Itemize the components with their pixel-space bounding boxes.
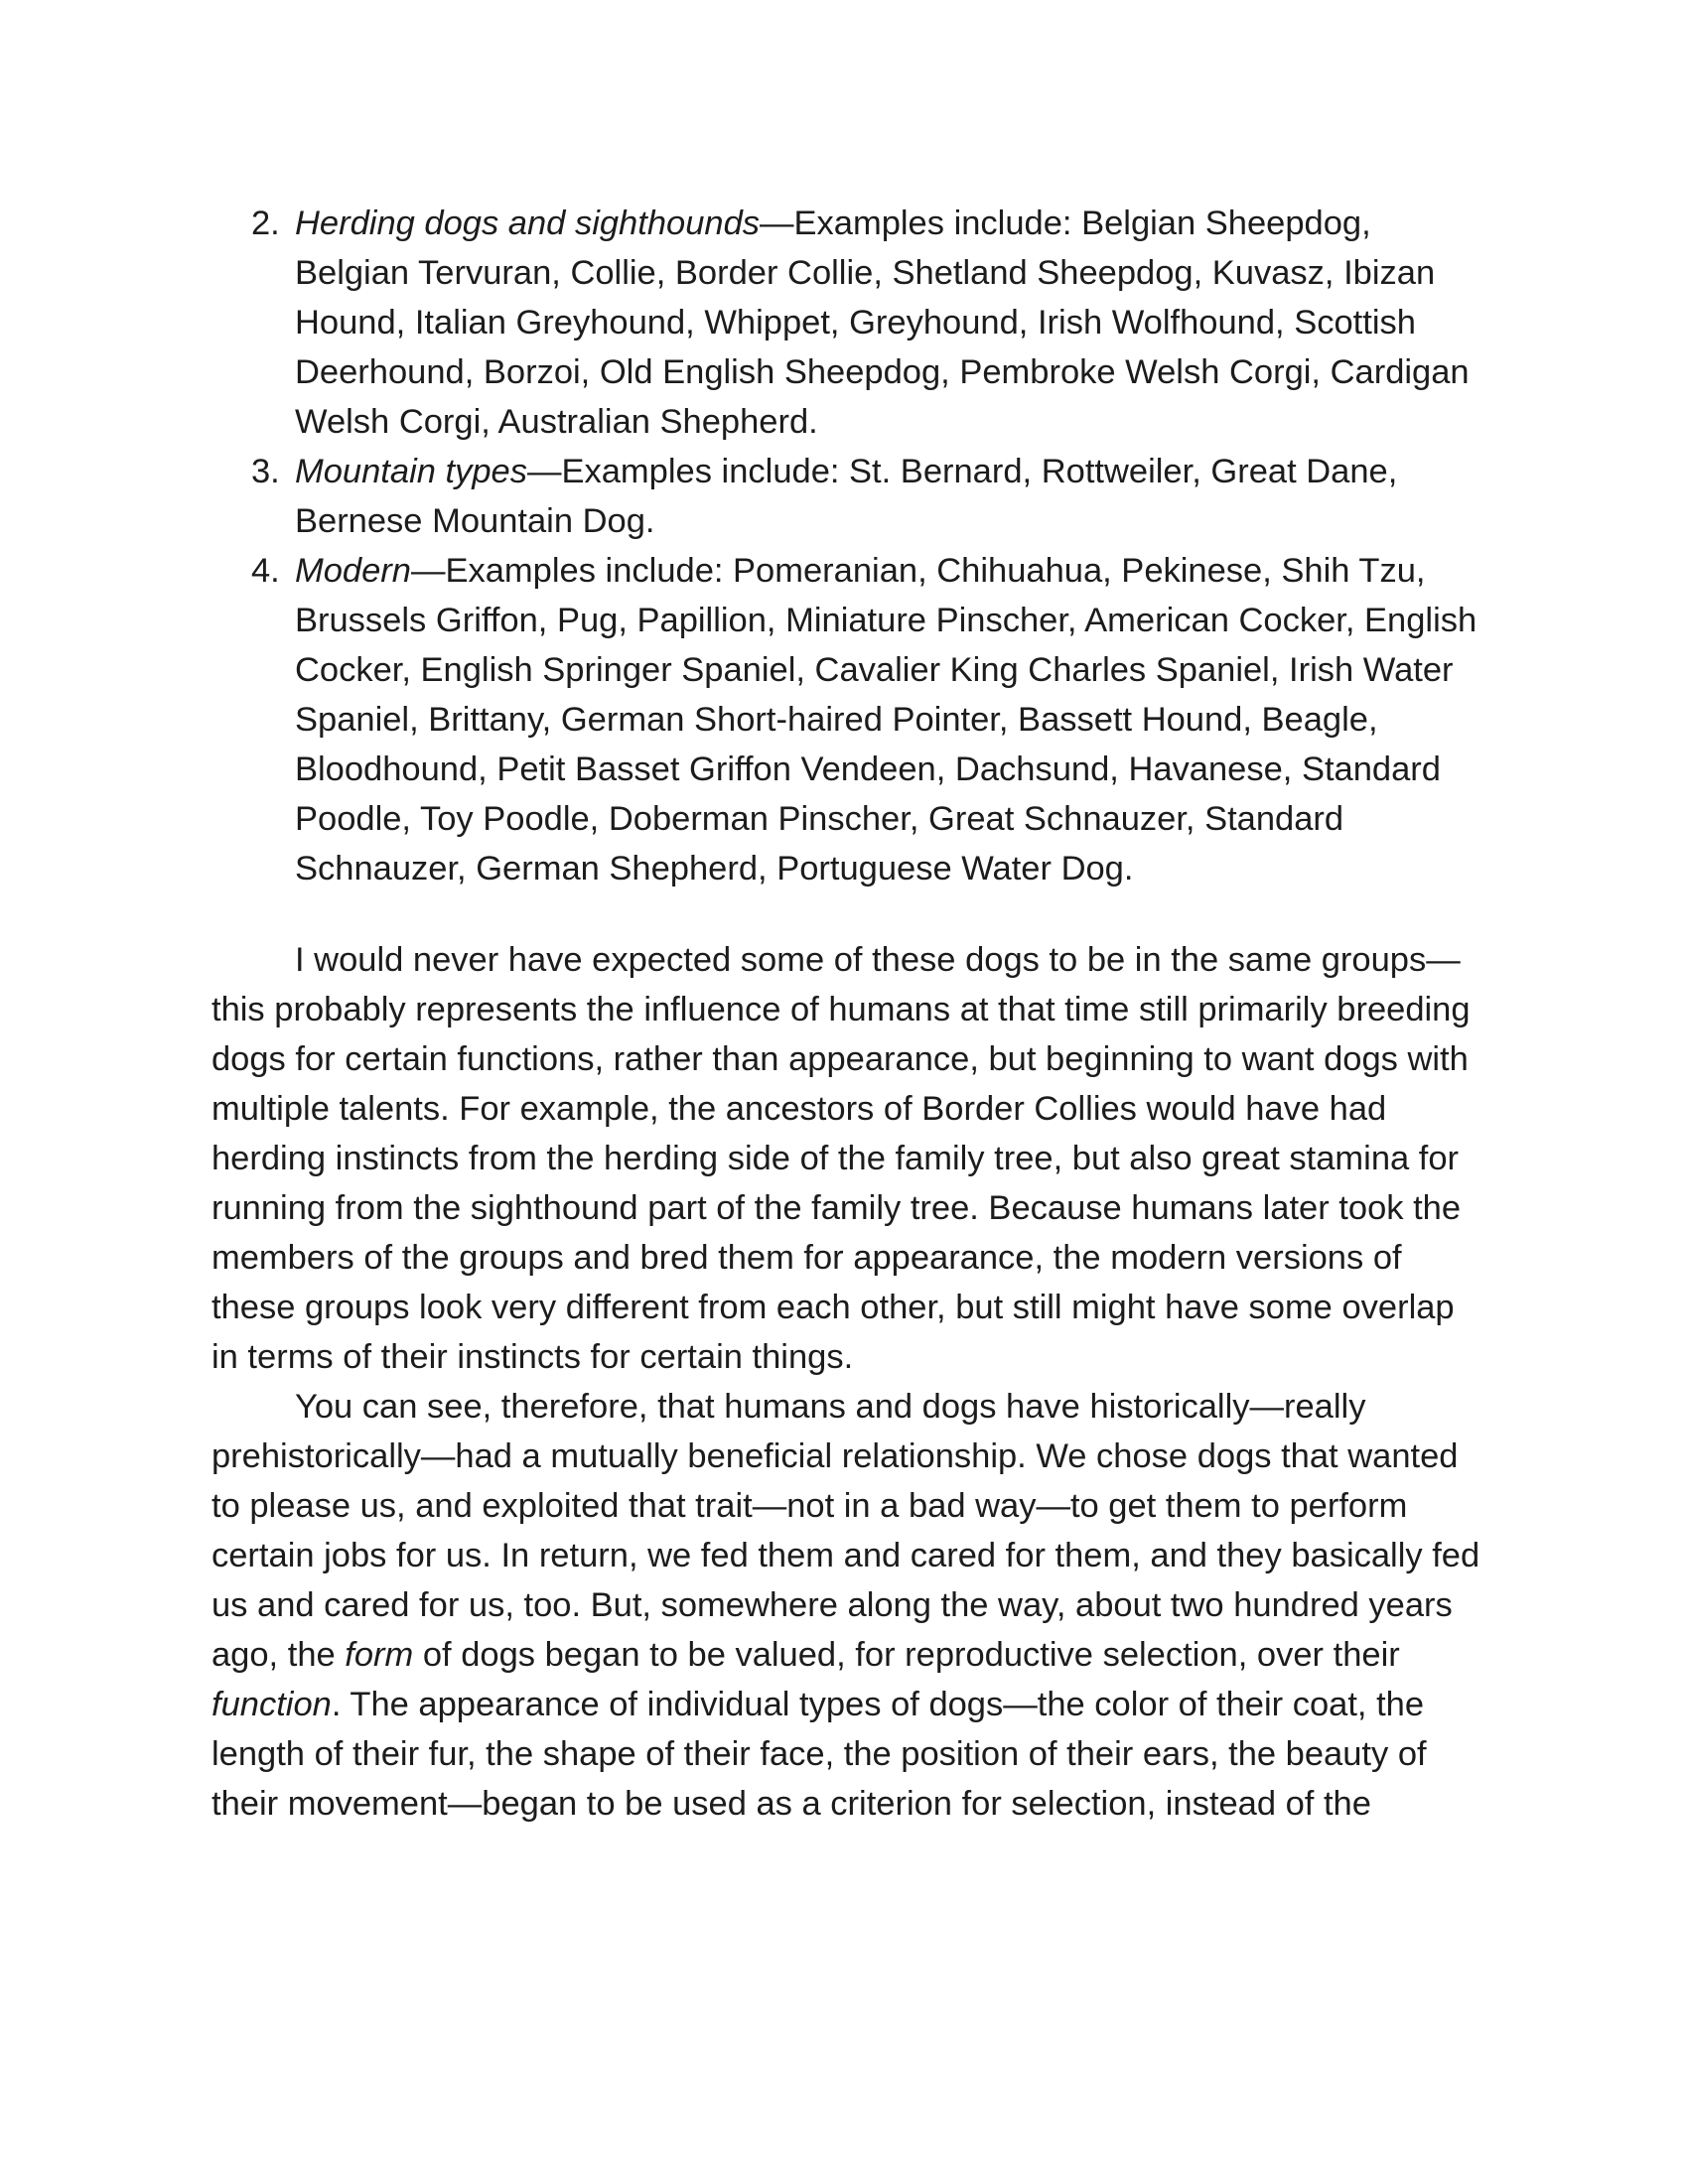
list-item-number: 3. xyxy=(251,453,280,490)
paragraph-text: You can see, therefore, that humans and dogs have historically—really prehistorically—had a mutually beneficial relationship. We chose dogs that wanted to please us, and exploited that trait—not in a bad way—to get them to perform certain jobs for us. In return, we fed them and cared for them, and they basically fed us and cared for us, too. But, somewhere along the way, about two hundred years ago, the xyxy=(211,1388,1480,1674)
document-page xyxy=(211,199,1482,1829)
list-item-number: 2. xyxy=(251,205,280,242)
emphasis-function: function xyxy=(211,1686,332,1723)
paragraph-text: of dogs began to be valued, for reproductive selection, over their xyxy=(413,1636,1400,1674)
emphasis-form: form xyxy=(345,1636,414,1674)
list-item-term: Modern xyxy=(295,552,411,590)
list-item xyxy=(211,447,1482,546)
dog-groups-list xyxy=(211,199,1482,893)
list-item xyxy=(211,199,1482,447)
list-item-term: Herding dogs and sighthounds xyxy=(295,205,761,242)
list-item-number: 4. xyxy=(251,552,280,590)
paragraph-text: . The appearance of individual types of dogs—the color of their coat, the length of their fur, the shape of their face, the position of their ears, the beauty of their movement—began to be used as a criterion for selection, instead of the xyxy=(211,1686,1427,1823)
list-item-term: Mountain types xyxy=(295,453,527,490)
list-item-text: —Examples include: Pomeranian, Chihuahua, Pekinese, Shih Tzu, Brussels Griffon, Pug, Papillion, Miniature Pinscher, American Cocker, English Cocker, English Springer Spaniel, Cavalier King Charles Spaniel, Irish Water Spaniel, Brittany, German Short-haired Pointer, Bassett Hound, Beagle, Bloodhound, Petit Basset Griffon Vendeen, Dachsund, Havanese, Standard Poodle, Toy Poodle, Doberman Pinscher, Great Schnauzer, Standard Schnauzer, German Shepherd, Portuguese Water Dog. xyxy=(295,552,1477,887)
body-paragraph-2 xyxy=(211,1382,1482,1829)
body-paragraph-1: I would never have expected some of these dogs to be in the same groups—this probably represents the influence of humans at that time still primarily breeding dogs for certain functions, rather than appearance, but beginning to want dogs with multiple talents. For example, the ancestors of Border Collies would have had herding instincts from the herding side of the family tree, but also great stamina for running from the sighthound part of the family tree. Because humans later took the members of the groups and bred them for appearance, the modern versions of these groups look very different from each other, but still might have some overlap in terms of their instincts for certain things. xyxy=(211,941,1471,1376)
list-item-text: —Examples include: Belgian Sheepdog, Belgian Tervuran, Collie, Border Collie, Shetland Sheepdog, Kuvasz, Ibizan Hound, Italian Greyhound, Whippet, Greyhound, Irish Wolfhound, Scottish Deerhound, Borzoi, Old English Sheepdog, Pembroke Welsh Corgi, Cardigan Welsh Corgi, Australian Shepherd. xyxy=(295,205,1470,441)
list-item-text: —Examples include: St. Bernard, Rottweiler, Great Dane, Bernese Mountain Dog. xyxy=(295,453,1398,540)
list-item xyxy=(211,546,1482,893)
